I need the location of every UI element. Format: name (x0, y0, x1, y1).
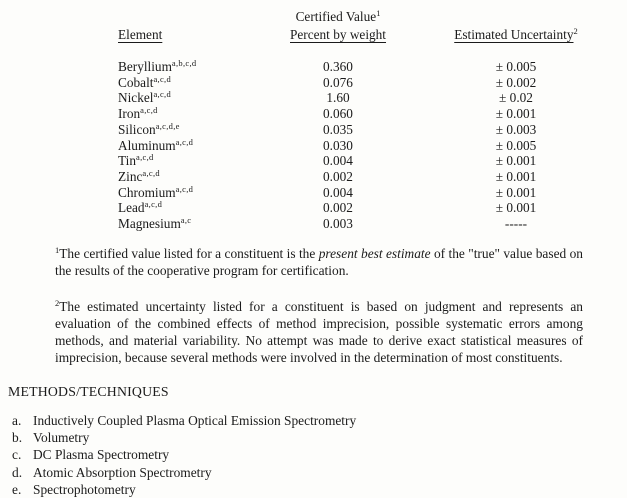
element-cell (118, 90, 290, 106)
certified-value-label: Certified Value (295, 9, 377, 24)
table-row (118, 138, 618, 154)
element-name: Beryllium (118, 59, 172, 74)
uncertainty-cell: ± 0.003 (495, 121, 537, 137)
uncertainty-cell: ± 0.02 (499, 90, 533, 106)
col-header-uncertainty (416, 27, 616, 43)
value-cell: 0.060 (323, 106, 353, 122)
table-row (118, 90, 618, 106)
method-item (12, 412, 627, 429)
table-row (118, 153, 618, 169)
element-cell (118, 122, 290, 138)
uncertainty-cell: ± 0.005 (495, 137, 537, 153)
element-cell (118, 200, 290, 216)
footnote-ref-2: 2 (573, 26, 578, 36)
method-refs: a,c,d (142, 167, 160, 178)
method-refs: a,b,c,d (171, 58, 197, 68)
value-cell: 0.030 (323, 137, 353, 153)
element-cell (118, 106, 290, 122)
table-row (118, 106, 618, 122)
method-item-text: Inductively Coupled Plasma Optical Emission Spectrometry (33, 412, 357, 428)
element-cell (118, 75, 290, 91)
table-row (118, 216, 618, 232)
element-name: Cobalt (118, 74, 154, 90)
footnote-1-text: The certified value listed for a constituent is the (59, 245, 319, 261)
footnote-1 (55, 245, 583, 279)
method-refs: a,c,d (175, 136, 194, 147)
element-cell (118, 153, 290, 169)
element-cell (118, 59, 290, 75)
method-item-text: Spectrophotometry (33, 481, 136, 497)
certified-value-header-line1 (290, 9, 386, 25)
element-name: Zinc (118, 168, 143, 184)
value-cell: 1.60 (326, 90, 350, 106)
method-refs: a,c,d (136, 152, 154, 163)
method-refs: a,c (180, 215, 192, 226)
element-name: Aluminum (118, 137, 176, 153)
table-row (118, 75, 618, 91)
uncertainty-cell: ± 0.001 (495, 200, 537, 216)
value-cell: 0.003 (323, 216, 353, 232)
method-refs: a,c,d,e (155, 120, 180, 131)
table-row (118, 200, 618, 216)
value-cell: 0.076 (323, 74, 353, 90)
element-name: Chromium (118, 184, 176, 200)
table-row (118, 122, 618, 138)
footnote-1-italic-phrase: present best estimate (318, 245, 431, 261)
footnote-1-marker: 1 (55, 244, 60, 255)
element-name: Iron (118, 106, 141, 122)
value-cell: 0.360 (323, 59, 353, 74)
value-cell: 0.004 (323, 184, 353, 200)
footnote-2-text: The estimated uncertainty listed for a constituent is based on judgment and represents an evaluation of the combined effects of method imprecision, possible systematic errors among methods, and material variability. No attempt was made to derive exact statistical measures of imprecision, because several methods were involved in the determination of most constituents. (55, 298, 583, 365)
methods-techniques-heading: METHODS/TECHNIQUES (8, 383, 169, 399)
method-item (12, 446, 627, 463)
col-header-element (118, 27, 290, 43)
footnote-2 (55, 298, 583, 366)
value-cell: 0.035 (323, 121, 353, 137)
element-name: Lead (118, 200, 145, 216)
uncertainty-header-label: Estimated Uncertainty (454, 27, 574, 42)
method-item-label: c. (12, 447, 22, 463)
uncertainty-cell: ± 0.001 (495, 153, 537, 169)
method-item (12, 429, 627, 446)
element-cell (118, 216, 290, 232)
table-row (118, 169, 618, 185)
element-name: Magnesium (118, 216, 181, 232)
method-refs: a,c,d (144, 199, 163, 210)
footnote-ref-1: 1 (376, 8, 381, 18)
method-item-label: a. (12, 412, 22, 428)
method-item (12, 481, 627, 498)
table-header-row (118, 9, 618, 43)
col-header-certified-value (290, 9, 386, 43)
method-item-label: b. (12, 430, 23, 446)
element-name: Tin (118, 153, 136, 169)
methods-list (12, 412, 627, 498)
element-name: Nickel (118, 90, 154, 106)
method-refs: a,c,d (140, 105, 158, 116)
method-refs: a,c,d (153, 73, 172, 84)
certified-values-table (118, 9, 618, 232)
value-cell: 0.004 (323, 153, 353, 169)
method-item (12, 464, 627, 481)
uncertainty-cell: ± 0.001 (495, 106, 537, 122)
percent-by-weight-label: Percent by weight (290, 27, 387, 42)
footnote-2-marker: 2 (55, 297, 60, 308)
value-cell: 0.002 (323, 200, 353, 216)
method-item-text: Volumetry (33, 430, 90, 446)
table-row (118, 185, 618, 201)
element-cell (118, 169, 290, 185)
element-header-label: Element (118, 27, 163, 42)
table-body (118, 59, 618, 232)
table-row (118, 59, 618, 75)
uncertainty-cell: ± 0.001 (495, 168, 537, 184)
certified-value-header-line2 (290, 27, 386, 43)
uncertainty-cell: ± 0.002 (495, 74, 537, 90)
method-item-label: e. (12, 481, 22, 497)
uncertainty-cell: ± 0.005 (495, 59, 537, 74)
value-cell: 0.002 (323, 168, 353, 184)
method-item-label: d. (12, 464, 23, 480)
element-cell (118, 185, 290, 201)
uncertainty-cell: ± 0.001 (495, 184, 537, 200)
element-cell (118, 138, 290, 154)
uncertainty-cell: ----- (504, 216, 528, 232)
element-name: Silicon (118, 121, 156, 137)
method-item-text: Atomic Absorption Spectrometry (33, 464, 212, 480)
method-item-text: DC Plasma Spectrometry (33, 447, 170, 463)
method-refs: a,c,d (175, 183, 194, 194)
footnote-1-text-cont: of the "true" value based on the results of the cooperative program for certification. (55, 245, 583, 278)
method-refs: a,c,d (153, 89, 171, 100)
